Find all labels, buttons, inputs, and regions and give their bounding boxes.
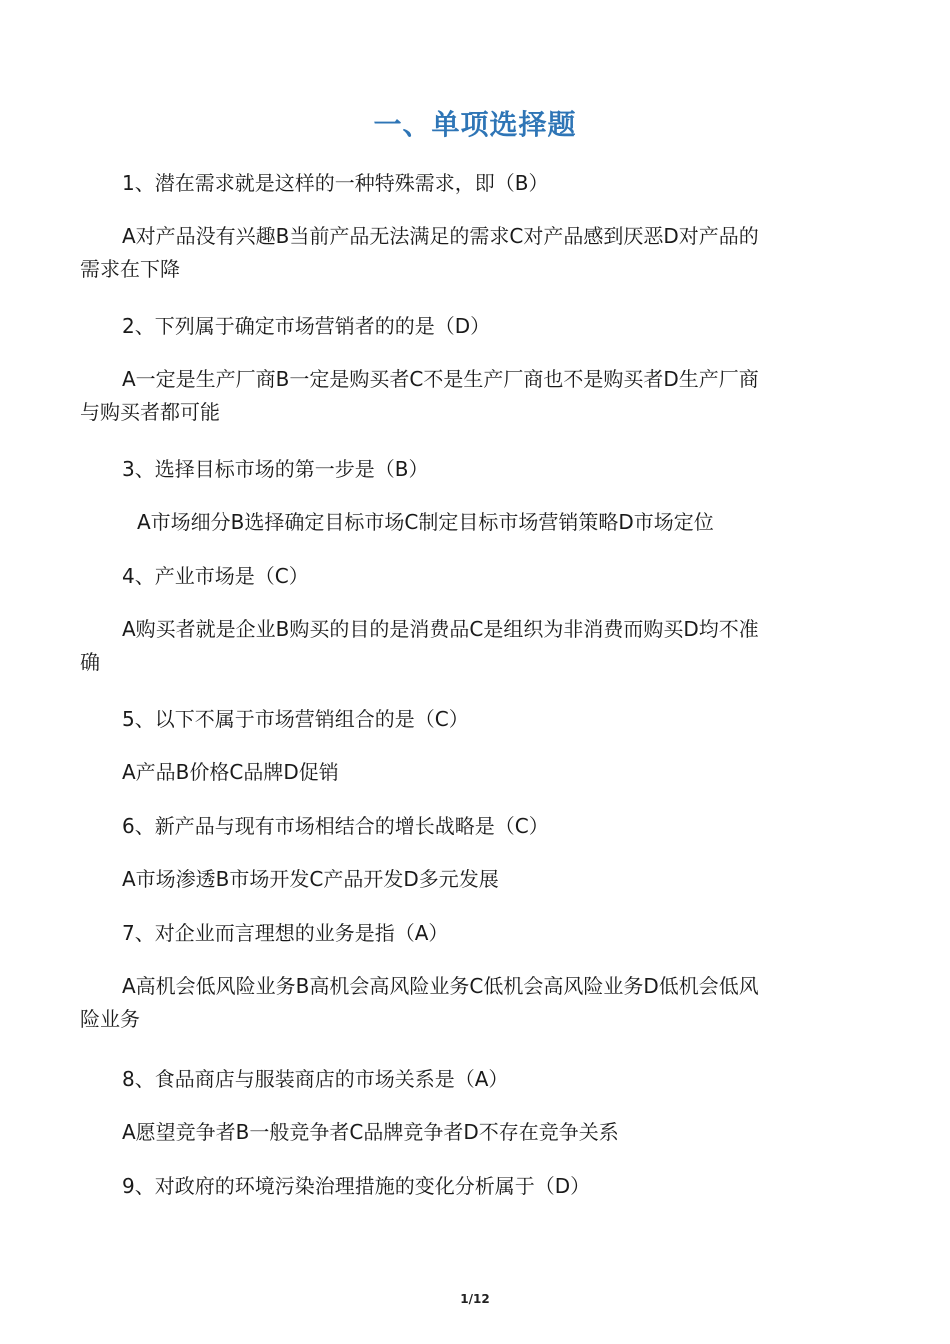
- question-9: 9、对政府的环境污染治理措施的变化分析属于（D）: [122, 1174, 591, 1198]
- options-4-cont: 确: [80, 650, 100, 674]
- section-title: 一、单项选择题: [373, 108, 577, 141]
- options-7-cont: 险业务: [80, 1007, 140, 1031]
- options-6: A市场渗透B市场开发C产品开发D多元发展: [122, 867, 499, 891]
- question-1: 1、潜在需求就是这样的一种特殊需求，即（B）: [122, 171, 549, 195]
- question-3: 3、选择目标市场的第一步是（B）: [122, 457, 429, 481]
- options-3: A市场细分B选择确定目标市场C制定目标市场营销策略D市场定位: [137, 510, 714, 534]
- options-1: A对产品没有兴趣B当前产品无法满足的需求C对产品感到厌恶D对产品的: [122, 224, 759, 248]
- options-5: A产品B价格C品牌D促销: [122, 760, 339, 784]
- question-5: 5、以下不属于市场营销组合的是（C）: [122, 707, 469, 731]
- options-2-cont: 与购买者都可能: [80, 400, 220, 424]
- options-1-cont: 需求在下降: [80, 257, 180, 281]
- question-6: 6、新产品与现有市场相结合的增长战略是（C）: [122, 814, 549, 838]
- question-7: 7、对企业而言理想的业务是指（A）: [122, 921, 449, 945]
- options-7: A高机会低风险业务B高机会高风险业务C低机会高风险业务D低机会低风: [122, 974, 759, 998]
- options-8: A愿望竞争者B一般竞争者C品牌竞争者D不存在竞争关系: [122, 1120, 619, 1144]
- question-8: 8、食品商店与服装商店的市场关系是（A）: [122, 1067, 509, 1091]
- question-2: 2、下列属于确定市场营销者的的是（D）: [122, 314, 491, 338]
- options-4: A购买者就是企业B购买的目的是消费品C是组织为非消费而购买D均不准: [122, 617, 759, 641]
- question-4: 4、产业市场是（C）: [122, 564, 309, 588]
- page-number: 1/12: [460, 1292, 490, 1306]
- options-2: A一定是生产厂商B一定是购买者C不是生产厂商也不是购买者D生产厂商: [122, 367, 759, 391]
